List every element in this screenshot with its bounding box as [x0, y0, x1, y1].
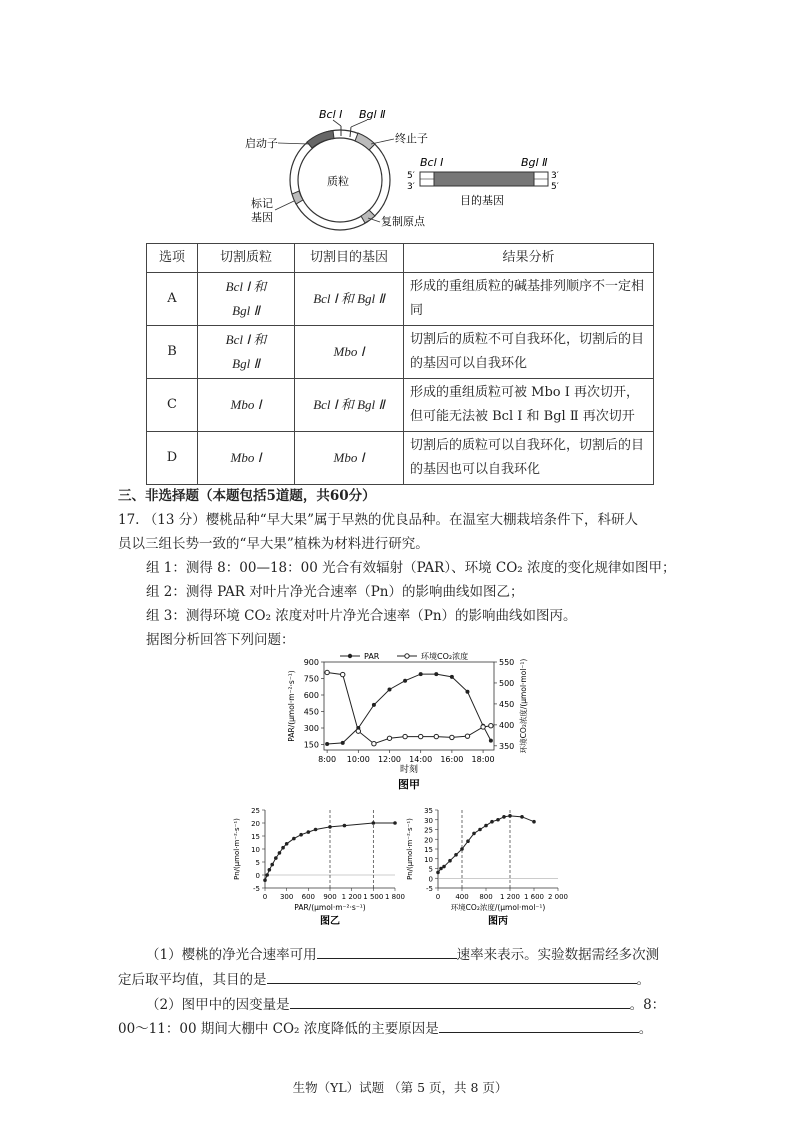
table-row: [147, 326, 654, 379]
y2-tick-label: 400: [499, 720, 515, 730]
data-point-pn: [448, 859, 452, 863]
x-tick-label: 800: [479, 893, 493, 901]
gene-site1-label: Bcl Ⅰ: [420, 156, 444, 169]
x-tick-label: 14:00: [409, 755, 433, 764]
option-letter: A: [147, 273, 198, 326]
y-tick-label: 5: [255, 859, 260, 867]
y2-tick-label: 450: [499, 699, 515, 709]
q1-end: 。: [636, 972, 650, 988]
data-point-pn: [328, 825, 332, 829]
data-point-par: [388, 688, 392, 692]
q17-2-line2: [118, 1016, 652, 1041]
data-point-pn: [314, 828, 318, 832]
section-title: 三、非选择题（本题包括5道题，共60分）: [118, 488, 376, 504]
data-point-pn: [436, 871, 440, 875]
q17-group1: 组 1：测得 8：00—18：00 光合有效辐射（PAR）、环境 CO₂ 浓度的变化规律如图甲；: [146, 560, 676, 576]
chart-bing: [398, 800, 568, 930]
cut-plasmid-cell: Mbo Ⅰ: [198, 379, 295, 432]
plasmid-site1-label: Bcl Ⅰ: [319, 108, 343, 121]
y-tick-label: 450: [303, 707, 319, 717]
cut-plasmid-line2: Bgl Ⅱ: [232, 356, 260, 371]
y-tick-label: 20: [424, 836, 433, 845]
x-tick-label: 1 600: [523, 893, 545, 901]
data-point-pn: [265, 873, 269, 877]
data-point-pn: [270, 863, 274, 867]
data-point-par: [434, 672, 438, 676]
data-point-co2: [325, 670, 329, 674]
series-line-par: [327, 674, 491, 744]
data-point-pn: [343, 824, 347, 828]
data-point-pn: [472, 832, 476, 836]
data-point-pn: [520, 815, 524, 819]
options-table: [146, 243, 654, 485]
cut-plasmid-line1: Bcl Ⅰ 和: [225, 332, 267, 347]
q17-1-line2: [118, 967, 650, 992]
data-point-co2: [434, 734, 438, 738]
q2-blank-1[interactable]: [290, 992, 630, 1009]
x-tick-label: 300: [279, 893, 294, 901]
option-letter: C: [147, 379, 198, 432]
data-point-pn: [439, 867, 443, 871]
q2-text-b: 。8：: [629, 997, 666, 1013]
data-point-par: [450, 675, 454, 679]
data-point-pn: [532, 820, 536, 824]
q2-end: 。: [638, 1021, 653, 1037]
q17-prompt: 据图分析回答下列问题：: [146, 632, 295, 648]
data-point-pn: [278, 851, 282, 855]
data-point-co2: [356, 729, 360, 733]
promoter-label: 启动子: [245, 137, 278, 150]
y-tick-label: 10: [251, 846, 260, 854]
x-tick-label: 10:00: [346, 755, 370, 764]
x-tick-label: 12:00: [377, 755, 402, 764]
promoter-segment: [307, 131, 334, 149]
y-tick-label: 750: [303, 674, 319, 684]
cut-gene-cell: Bcl Ⅰ 和 Bgl Ⅱ: [295, 379, 404, 432]
header-cut-gene: 切割目的基因: [295, 244, 404, 273]
analysis-cell: 切割后的质粒不可自我环化，切割后的目的基因可以自我环化: [404, 326, 654, 379]
y-tick-label: -5: [253, 885, 260, 893]
gene-end-3a: 3′: [407, 182, 415, 192]
x-tick-label: 1 200: [499, 893, 521, 901]
x-tick-label: 1 500: [363, 893, 384, 901]
cut-plasmid-line2: Bgl Ⅱ: [232, 303, 260, 318]
legend-marker-co2: [405, 654, 409, 658]
gene-site2-label: Bgl Ⅱ: [521, 156, 548, 169]
header-option: 选项: [147, 244, 198, 273]
table-row: [147, 379, 654, 432]
data-point-pn: [263, 878, 267, 882]
data-point-pn: [460, 847, 464, 851]
data-point-par: [403, 679, 407, 683]
y2-axis-label: 环境CO₂浓度/(μmol·mol⁻¹): [519, 658, 528, 754]
analysis-cell: 形成的重组质粒可被 Mbo Ⅰ 再次切开，但可能无法被 Bcl Ⅰ 和 Bgl Ⅱ 再次切开: [404, 379, 654, 432]
x-axis-label: 时刻: [399, 765, 419, 775]
cut-plasmid-cell: [198, 326, 295, 379]
y-axis-label: PAR/(μmol·m⁻²·s⁻¹): [287, 670, 296, 742]
data-point-par: [465, 690, 469, 694]
q1-blank-2[interactable]: [267, 967, 637, 984]
data-point-co2: [481, 725, 485, 729]
data-point-pn: [442, 865, 446, 869]
terminator-segment: [355, 133, 375, 150]
data-point-pn: [478, 828, 482, 832]
data-point-pn: [490, 820, 494, 824]
q2-blank-2[interactable]: [439, 1016, 639, 1033]
data-point-pn: [268, 868, 272, 872]
y-tick-label: 0: [255, 872, 260, 880]
x-tick-label: 600: [301, 893, 316, 901]
q1-blank-1[interactable]: [317, 942, 457, 959]
y-tick-label: 25: [251, 807, 260, 815]
x-tick-label: 16:00: [440, 755, 464, 764]
origin-segment: [361, 210, 375, 223]
data-point-par: [372, 703, 376, 707]
legend-label-par: PAR: [364, 652, 380, 661]
data-point-co2: [418, 734, 422, 738]
data-point-co2: [465, 734, 469, 738]
x-axis-label: 环境CO₂浓度/(μmol·mol⁻¹): [450, 903, 546, 912]
y-tick-label: 5: [428, 865, 433, 874]
table-row: [147, 273, 654, 326]
data-point-co2: [403, 734, 407, 738]
data-point-par: [489, 739, 493, 743]
q17-1-line1: [146, 942, 659, 967]
series-line-co2: [327, 672, 491, 743]
y-tick-label: 20: [251, 820, 260, 828]
data-point-pn: [285, 842, 289, 846]
gene-label: 目的基因: [460, 194, 504, 207]
x-tick-label: 400: [455, 893, 469, 901]
cut-gene-cell: Mbo Ⅰ: [295, 326, 404, 379]
q1-text-a: （1）樱桃的净光合速率可用: [146, 947, 317, 963]
cut-plasmid-cell: Mbo Ⅰ: [198, 432, 295, 485]
table-row: [147, 432, 654, 485]
analysis-cell: 形成的重组质粒的碱基排列顺序不一定相同: [404, 273, 654, 326]
data-point-par: [341, 741, 345, 745]
data-point-co2: [489, 723, 493, 727]
x-axis-label: PAR/(μmol·m⁻²·s⁻¹): [294, 903, 366, 912]
data-point-pn: [454, 853, 458, 857]
data-point-par: [325, 742, 329, 746]
y-tick-label: 150: [303, 740, 319, 750]
option-letter: D: [147, 432, 198, 485]
y-tick-label: 30: [424, 816, 433, 825]
x-tick-label: 1 800: [384, 893, 405, 901]
data-point-co2: [387, 736, 391, 740]
data-point-pn: [466, 839, 470, 843]
marker-label-line2: 基因: [251, 211, 273, 224]
header-cut-plasmid: 切割质粒: [198, 244, 295, 273]
y2-tick-label: 500: [499, 678, 515, 688]
page-footer: 生物（YL）试题 （第 5 页，共 8 页）: [292, 1080, 508, 1095]
data-point-pn: [393, 821, 397, 825]
y-tick-label: 10: [424, 855, 433, 864]
q17-group3: 组 3：测得环境 CO₂ 浓度对叶片净光合速率（Pn）的影响曲线如图丙。: [146, 608, 577, 624]
cut-gene-cell: Bcl Ⅰ 和 Bgl Ⅱ: [295, 273, 404, 326]
data-point-co2: [372, 742, 376, 746]
header-analysis: 结果分析: [404, 244, 654, 273]
marker-label-line1: 标记: [251, 197, 273, 210]
marker-segment: [292, 191, 303, 204]
option-letter: B: [147, 326, 198, 379]
data-point-pn: [281, 846, 285, 850]
data-point-pn: [274, 856, 278, 860]
cut-gene-cell: Mbo Ⅰ: [295, 432, 404, 485]
y2-tick-label: 550: [499, 658, 515, 667]
plasmid-site2-label: Bgl Ⅱ: [359, 108, 386, 121]
y2-tick-label: 350: [499, 741, 515, 751]
y-tick-label: 25: [424, 826, 433, 835]
y-tick-label: 0: [428, 875, 433, 884]
q1-text-c: 定后取平均值，其目的是: [118, 972, 267, 988]
x-tick-label: 2 000: [547, 893, 568, 901]
chart-title: 图丙: [488, 916, 508, 927]
data-point-pn: [484, 824, 488, 828]
x-tick-label: 18:00: [471, 755, 495, 764]
x-tick-label: 1 200: [341, 893, 362, 901]
y-axis-label: Pn/(μmol·m⁻²·s⁻¹): [233, 818, 241, 880]
chart-title: 图乙: [320, 916, 340, 927]
data-point-pn: [508, 814, 512, 818]
chart-yi: [225, 800, 405, 930]
legend-label-co2: 环境CO₂浓度: [421, 652, 469, 661]
data-point-pn: [502, 815, 506, 819]
plasmid-diagram: [215, 100, 585, 235]
data-point-co2: [341, 672, 345, 676]
cut-plasmid-line1: Bcl Ⅰ 和: [225, 279, 267, 294]
y-tick-label: -5: [426, 885, 433, 893]
y-tick-label: 600: [303, 691, 319, 700]
gene-end-3b: 3′: [551, 171, 559, 181]
data-point-co2: [450, 735, 454, 739]
data-point-par: [419, 672, 423, 676]
y-tick-label: 15: [251, 833, 260, 841]
terminator-label: 终止子: [395, 132, 428, 145]
y-tick-label: 900: [303, 658, 319, 667]
legend-marker-par: [348, 654, 352, 658]
q1-text-b: 速率来表示。实验数据需经多次测: [456, 947, 660, 963]
data-point-pn: [496, 818, 500, 822]
q17-group2: 组 2：测得 PAR 对叶片净光合速率（Pn）的影响曲线如图乙；: [146, 584, 524, 600]
table-header-row: [147, 244, 654, 273]
x-tick-label: 900: [323, 893, 337, 901]
y-tick-label: 15: [424, 846, 433, 854]
plasmid-label: 质粒: [327, 175, 349, 188]
data-point-pn: [292, 837, 296, 841]
chart-title: 图甲: [398, 778, 420, 791]
q2-text-a: （2）图甲中的因变量是: [146, 997, 290, 1013]
data-point-pn: [372, 821, 376, 825]
q2-text-c: 00～11：00 期间大棚中 CO₂ 浓度降低的主要原因是: [118, 1021, 439, 1037]
x-tick-label: 0: [262, 893, 268, 901]
q17-2-line1: [146, 992, 665, 1017]
data-point-pn: [307, 830, 311, 834]
gene-end-5b: 5′: [551, 182, 559, 192]
cut-plasmid-cell: [198, 273, 295, 326]
origin-label: 复制原点: [381, 215, 425, 228]
chart-jia: [282, 650, 532, 795]
y-tick-label: 300: [303, 724, 319, 733]
q17-line1: 17. （13 分）樱桃品种“早大果”属于早熟的优良品种。在温室大棚栽培条件下，科研人: [118, 512, 639, 528]
q17-line2: 员以三组长势一致的“早大果”植株为材料进行研究。: [118, 536, 429, 552]
gene-end-5a: 5′: [407, 171, 415, 181]
y-tick-label: 35: [424, 807, 433, 815]
x-tick-label: 0: [435, 893, 441, 901]
analysis-cell: 切割后的质粒可以自我环化，切割后的目的基因也可以自我环化: [404, 432, 654, 485]
data-point-pn: [299, 833, 303, 837]
x-tick-label: 8:00: [318, 755, 337, 764]
y-axis-label: Pn/(μmol·m⁻²·s⁻¹): [406, 818, 414, 880]
